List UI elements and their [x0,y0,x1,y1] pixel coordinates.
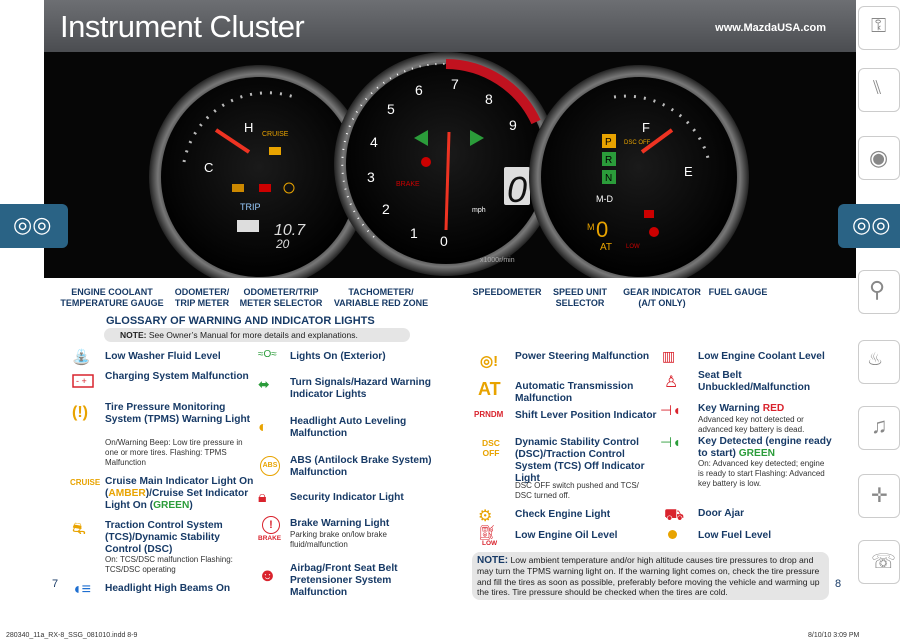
trip-value: 10.7 [274,222,306,239]
item-key-detected: Key Detected (engine ready to start) GREEN [698,436,832,459]
svg-text:0: 0 [440,233,448,249]
item-brake: Brake Warning Light [290,518,390,529]
item-seat-belt: Seat Belt Unbuckled/Malfunction [698,370,811,393]
headlight-leveling-icon: ◐ [258,419,268,436]
item-tpms: Tire Pressure Monitoring System (TPMS) Warning Light [105,402,251,425]
item-coolant: Low Engine Coolant Level [698,351,825,362]
item-key-detected-detail: On: Advanced key detected; engine is ready to start Flashing: Advanced key battery is low. [698,459,825,488]
cruise-icon: CRUISE [70,478,101,487]
item-high-beam: Headlight High Beams On [105,583,231,594]
item-cruise: Cruise Main Indicator Light On (AMBER)/Cruise Set Indicator Light On (GREEN) [105,476,254,511]
callout-fuel-gauge: FUEL GAUGE [708,287,768,297]
odo-value: 20 [276,237,290,251]
section-tab-left[interactable] [0,204,68,248]
svg-text:7: 7 [451,76,459,92]
power-steering-icon: ◎! [480,353,499,370]
seat-icon: ⑊ [871,77,883,99]
item-auto-leveling: Headlight Auto Leveling Malfunction [290,416,407,439]
washer-fluid-icon: ⛲ [72,349,91,366]
music-note-icon: ♫ [871,413,888,438]
tab-seat[interactable] [858,68,900,112]
svg-text:P: P [605,137,612,148]
page-title: Instrument Cluster [60,9,305,44]
item-tcs-detail: On: TCS/DSC malfunction Flashing: TCS/DSC operating [105,555,233,574]
page-header [44,0,856,52]
svg-text:M-D: M-D [596,194,613,204]
svg-text:- +: - + [76,376,87,386]
shift-position-icon: PRNDM [474,410,504,419]
tab-keys[interactable] [858,6,900,50]
speed-unit: mph [472,207,486,214]
dsc-off-lamp: DSC OFF [624,140,651,146]
svg-text:4: 4 [370,134,378,150]
key-icon: ⚿ [871,15,887,37]
tab-phone[interactable] [858,540,900,584]
svg-text:6: 6 [415,82,423,98]
traction-control-icon: ⛐ [72,521,86,538]
tab-steering[interactable] [858,136,900,180]
website-link[interactable]: www.MazdaUSA.com [715,22,826,34]
item-dsc-off: Dynamic Stability Control (DSC)/Traction Control System (TCS) Off Indicator Light [515,437,645,484]
seat-belt-icon: ♙ [664,374,679,391]
gauge-cluster-icon: ◎◎ [13,212,52,237]
security-car-icon: 🔒︎ [258,489,267,506]
magnifier-icon: ⚲ [869,277,886,302]
exterior-lights-icon: ≈O≈ [258,349,277,360]
speed-readout: 0 [507,169,528,210]
tab-navigation[interactable] [858,474,900,518]
print-date: 8/10/10 3:09 PM [808,632,860,639]
phone-icon: ☏ [871,551,897,573]
glossary-note: NOTE: See Owner’s Manual for more details and explanations. [104,328,410,342]
item-washer: Low Washer Fluid Level [105,351,221,362]
callout-coolant: ENGINE COOLANT TEMPERATURE GAUGE [60,287,164,308]
svg-text:R: R [605,155,613,166]
climate-icon: ♨ [867,349,884,369]
dsc-off-icon: DSC OFF [482,438,500,458]
high-beam-icon: ◖≡ [72,581,91,598]
rpm-unit: x1000r/min [480,257,515,264]
callout-gear-indicator: GEAR INDICATOR (A/T ONLY) [623,287,701,308]
item-low-oil: Low Engine Oil Level [515,530,618,541]
svg-text:N: N [605,173,613,184]
item-key-warning: Key Warning RED [698,403,785,414]
item-security: Security Indicator Light [290,492,404,503]
item-lights-on: Lights On (Exterior) [290,351,386,362]
page-number-right: 8 [835,578,842,590]
tire-pressure-icon: (!) [72,404,88,421]
side-nav [856,0,900,612]
brake-icon-label: BRAKE [258,535,282,542]
item-tcs: Traction Control System (TCS)/Dynamic Stability Control (DSC) [105,520,223,555]
svg-text:9: 9 [509,117,517,133]
callout-odometer: ODOMETER/ TRIP METER [174,287,230,308]
callout-odometer-selector: ODOMETER/TRIP METER SELECTOR [239,287,323,308]
item-low-fuel: Low Fuel Level [698,530,772,541]
tab-audio[interactable] [858,406,900,450]
airbag-icon: ☻ [258,565,277,585]
item-shift-lever: Shift Lever Position Indicator [515,410,657,421]
item-check-engine: Check Engine Light [515,509,611,520]
print-slug: 280340_11a_RX-8_SSG_081010.indd 8-9 [6,632,138,639]
callout-speedometer: SPEEDOMETER [472,287,542,297]
brake-lamp: BRAKE [396,181,420,188]
instrument-cluster-photo [44,52,856,278]
tpms-note: NOTE: Low ambient temperature and/or high altitude causes tire pressures to drop and may turn the TPMS warning light on. If the warning light comes on, check the tire pressure and fill the tires as soon as possible, preferably before moving the vehicle and warming up the tires. Tire pressure should be checked when the tires are cold. [472,552,829,600]
svg-text:M: M [587,222,595,232]
item-airbag: Airbag/Front Seat Belt Pretensioner System Malfunction [290,563,398,598]
svg-text:3: 3 [367,169,375,185]
at-warning-icon: AT [478,379,501,399]
trip-label: TRIP [240,202,261,212]
key-warning-icon: ⊣◖ [660,402,681,418]
item-dsc-detail: DSC OFF switch pushed and TCS/ DSC turned off. [515,481,639,500]
item-charging: Charging System Malfunction [105,371,249,382]
coolant-h-label: H [244,120,254,135]
fuel-e-label: E [684,164,693,179]
item-door-ajar: Door Ajar [698,508,745,519]
door-ajar-icon: ⛟ [664,507,685,524]
brake-warning-icon: ! [262,516,280,534]
tab-climate[interactable] [858,340,900,384]
abs-icon: ABS [260,456,280,476]
svg-text:2: 2 [382,201,390,217]
item-turn-signals: Turn Signals/Hazard Warning Indicator Lights [290,377,431,400]
svg-text:1: 1 [410,225,418,241]
callout-speed-unit: SPEED UNIT SELECTOR [552,287,607,308]
svg-text:LOW: LOW [626,244,640,250]
page-number-left: 7 [52,578,59,590]
battery-icon [72,372,94,388]
svg-text:5: 5 [387,101,395,117]
item-abs: ABS (Antilock Brake System) Malfunction [290,455,432,478]
coolant-c-label: C [204,160,214,175]
gear-readout: 0 [596,217,609,242]
coolant-level-icon: ▥ [662,348,676,364]
svg-text:AT: AT [600,242,613,253]
compass-icon: ✛ [871,485,888,507]
fuel-f-label: F [642,120,650,135]
item-brake-detail: Parking brake on/low brake fluid/malfunction [290,530,387,549]
svg-text:8: 8 [485,91,493,107]
glossary-title: GLOSSARY OF WARNING AND INDICATOR LIGHTS [106,315,375,327]
item-tpms-detail: On/Warning Beep: Low tire pressure in one or more tires. Flashing: TPMS Malfunction [105,438,243,467]
callout-tachometer: TACHOMETER/ VARIABLE RED ZONE [333,287,429,308]
item-at: Automatic Transmission Malfunction [515,381,634,404]
item-key-warning-detail: Advanced key not detected or advanced key battery is dead. [698,415,805,434]
oil-can-icon: ⛽︎ [478,524,496,540]
cruise-lamp: CRUISE [262,131,289,138]
fuel-level-icon [668,530,677,539]
turn-signal-icon: ⬌ [258,376,270,392]
gauge-cluster-icon: ◎◎ [852,212,891,237]
item-power-steering: Power Steering Malfunction [515,351,650,362]
check-engine-icon: ⚙ [478,508,493,525]
steering-wheel-icon: ◉ [869,145,889,170]
oil-icon-label: LOW [482,540,498,547]
dashboard-illustration [44,52,856,278]
tab-search[interactable] [858,270,900,314]
key-detected-icon: ⊣◖ [660,434,681,450]
